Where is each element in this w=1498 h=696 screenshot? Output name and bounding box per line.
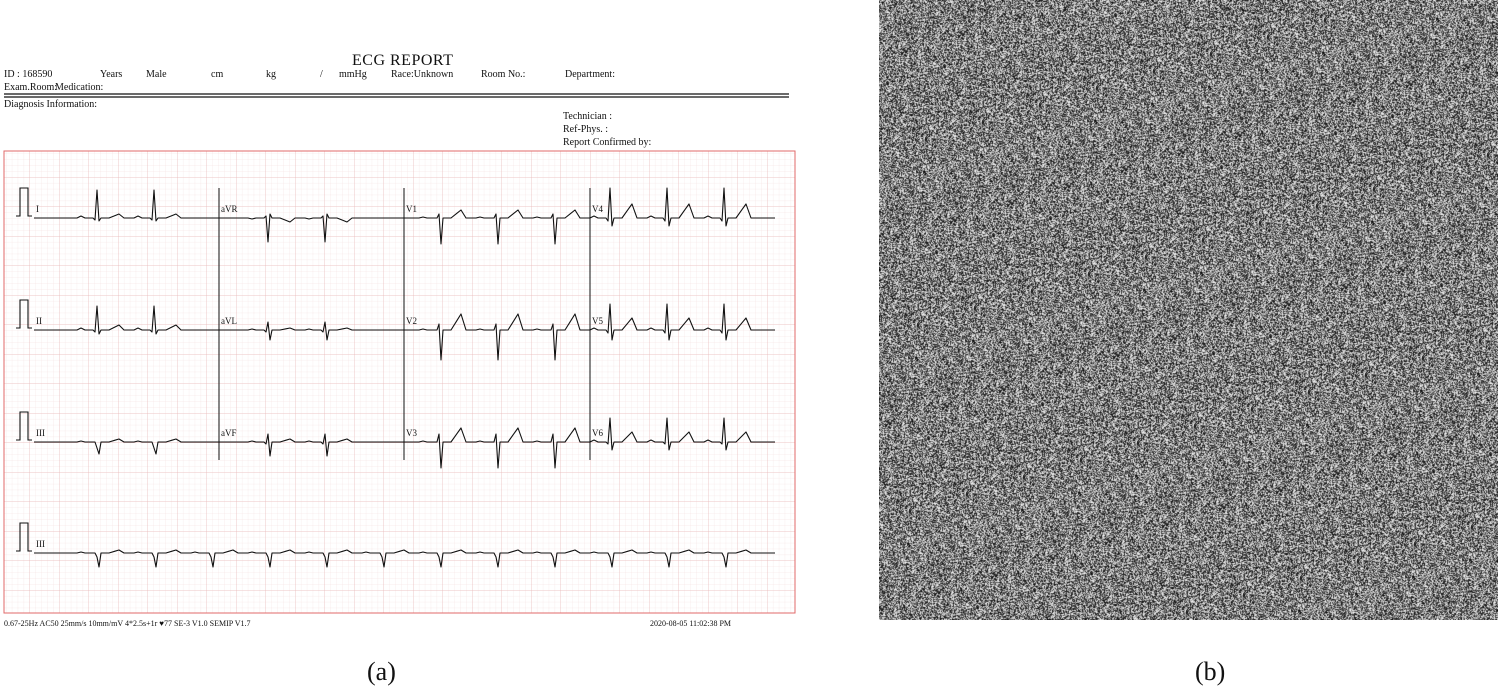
header-medication: Medication: (55, 82, 104, 93)
header-sex: Male (146, 69, 167, 80)
lead-label: aVF (221, 428, 237, 438)
lead-label: III (36, 428, 45, 438)
header-exam-room: Exam.Room: (4, 82, 58, 93)
lead-label: aVL (221, 316, 237, 326)
confirmed-label: Report Confirmed by: (563, 137, 652, 148)
caption-a: (a) (367, 657, 396, 686)
ecg-chart (0, 0, 800, 640)
lead-label: II (36, 316, 42, 326)
lead-label: V2 (406, 316, 417, 326)
lead-label: V1 (406, 204, 417, 214)
ecg-grid (4, 151, 795, 613)
lead-label: V4 (592, 204, 603, 214)
header-department: Department: (565, 69, 615, 80)
footer-settings: 0.67-25Hz AC50 25mm/s 10mm/mV 4*2.5s+1r ♥77 SE-3 V1.0 SEMIP V1.7 (4, 619, 251, 628)
caption-b: (b) (1195, 657, 1226, 686)
header-race: Race:Unknown (391, 69, 454, 80)
report-title: ECG REPORT (352, 52, 454, 69)
lead-label: I (36, 204, 39, 214)
footer-timestamp: 2020-08-05 11:02:38 PM (650, 619, 732, 628)
header-bp-separator: / (320, 69, 323, 80)
header-weight-unit: kg (266, 69, 276, 80)
header-bp-unit: mmHg (339, 69, 367, 80)
lead-label: III (36, 539, 45, 549)
diagnosis-label: Diagnosis Information: (4, 99, 98, 110)
ref-phys-label: Ref-Phys. : (563, 124, 608, 135)
header-height-unit: cm (211, 69, 224, 80)
lead-label: aVR (221, 204, 238, 214)
lead-label: V5 (592, 316, 603, 326)
noise-image (879, 0, 1498, 620)
header-room: Room No.: (481, 69, 526, 80)
lead-label: V6 (592, 428, 603, 438)
header-id: ID : 168590 (4, 69, 53, 80)
header-years: Years (100, 69, 123, 80)
lead-label: V3 (406, 428, 417, 438)
technician-label: Technician : (563, 111, 612, 122)
